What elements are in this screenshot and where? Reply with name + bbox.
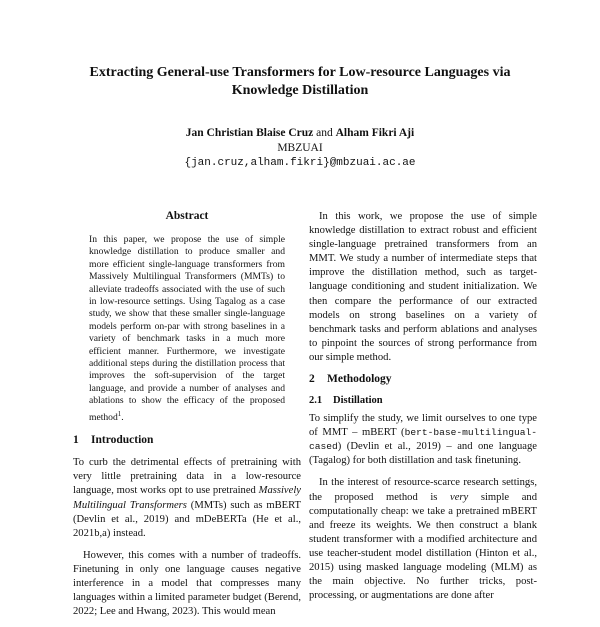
method-p1-text: To simplify the study, we limit ourselves to one type of MMT – mBERT (	[309, 413, 537, 439]
model-id: bert-base-multilingual-cased	[309, 427, 537, 453]
method-p2-text: In the interest of resource-scarce research settings, the proposed method is	[309, 477, 537, 503]
author-block	[60, 126, 540, 171]
intro-p1-text: To curb the detrimental effects of pretraining with very little pretraining data in a low-resource language, most works opt to use pretrained	[73, 457, 301, 497]
left-column	[73, 210, 301, 627]
abstract-text: In this paper, we propose the use of simple knowledge distillation to produce smaller and more efficient single-language transformers from Massively Multilingual Transformers (MMTs) to alleviate tradeoffs associated with the use of such in low-resource settings. Using Tagalog as a case study, we show that these smaller single-language models perform on-par with strong baselines in a variety of benchmark tasks in a much more efficient manner. Furthermore, we investigate additional steps during the distillation process that improves the soft-supervision of the target language, and provide a number of analyses and ablations to show the efficacy of the proposed method	[89, 234, 285, 423]
right-column	[309, 210, 537, 611]
method-p2-text-end: simple and computationally cheap: we take a pretrained mBERT and freeze its weights. We then construct a blank student transformer with a modified architecture and use teacher-student model distillation (Hinton et al., 2015) using masked language modeling (MLM) as the main objective. No further tricks, post-processing, or augmentations are done after	[309, 491, 538, 602]
intro-paragraph-1	[73, 456, 301, 541]
intro-heading	[73, 434, 301, 446]
intro-p1-italic: Massively Multilingual Transformers	[73, 485, 301, 511]
method-paragraph-2	[309, 476, 537, 603]
author-2: Alham Fikri Aji	[335, 127, 415, 139]
subsection-number: 2.1	[309, 395, 323, 407]
abstract-heading: Abstract	[165, 210, 209, 222]
right-paragraph-1: In this work, we propose the use of simple knowledge distillation to extract robust and efficient single-language pretrained transformers from an MMT. We study a number of intermediate steps that improve the distillation method, such as target-language conditioning and student initialization. We then compare the performance of our extracted models on strong baselines on a variety of benchmark tasks and perform ablations and analyses to pinpoint the sources of strong performance from our simple method.	[309, 211, 537, 363]
affiliation: MBZUAI	[277, 142, 323, 154]
intro-paragraph-2: However, this comes with a number of tradeoffs. Finetuning in only one language causes negative interference in a model that compresses many languages within a limited parameter budget (Berend, 2022; Lee and Hwang, 2023). This would mean	[73, 549, 301, 618]
abstract-body	[73, 234, 301, 424]
method-heading	[309, 373, 537, 385]
author-1: Jan Christian Blaise Cruz	[185, 127, 314, 139]
footnote-marker[interactable]: 1	[117, 409, 122, 418]
intro-p1-text-end: (MMTs) such as mBERT (Devlin et al., 2019) and mDeBERTa (He et al., 2021b,a) instead.	[73, 499, 302, 539]
method-paragraph-1	[309, 412, 537, 468]
author-line	[60, 126, 540, 141]
section-title: Introduction	[91, 434, 154, 447]
author-email: {jan.cruz,alham.fikri}@mbzuai.ac.ae	[184, 157, 416, 169]
paper-title: Extracting General-use Transformers for Low-resource Languages via Knowledge Distillation	[89, 65, 511, 98]
section-number: 2	[309, 373, 315, 386]
distillation-heading	[309, 395, 537, 406]
section-number: 1	[73, 434, 79, 447]
subsection-title: Distillation	[333, 395, 383, 407]
author-and: and	[316, 127, 333, 139]
abstract-end: .	[121, 411, 124, 423]
method-p1-text-end: ) (Devlin et al., 2019) – and one language (Tagalog) for both distillation and task finetuning.	[309, 441, 537, 467]
section-title: Methodology	[327, 373, 392, 386]
method-p2-italic: very	[450, 491, 469, 503]
